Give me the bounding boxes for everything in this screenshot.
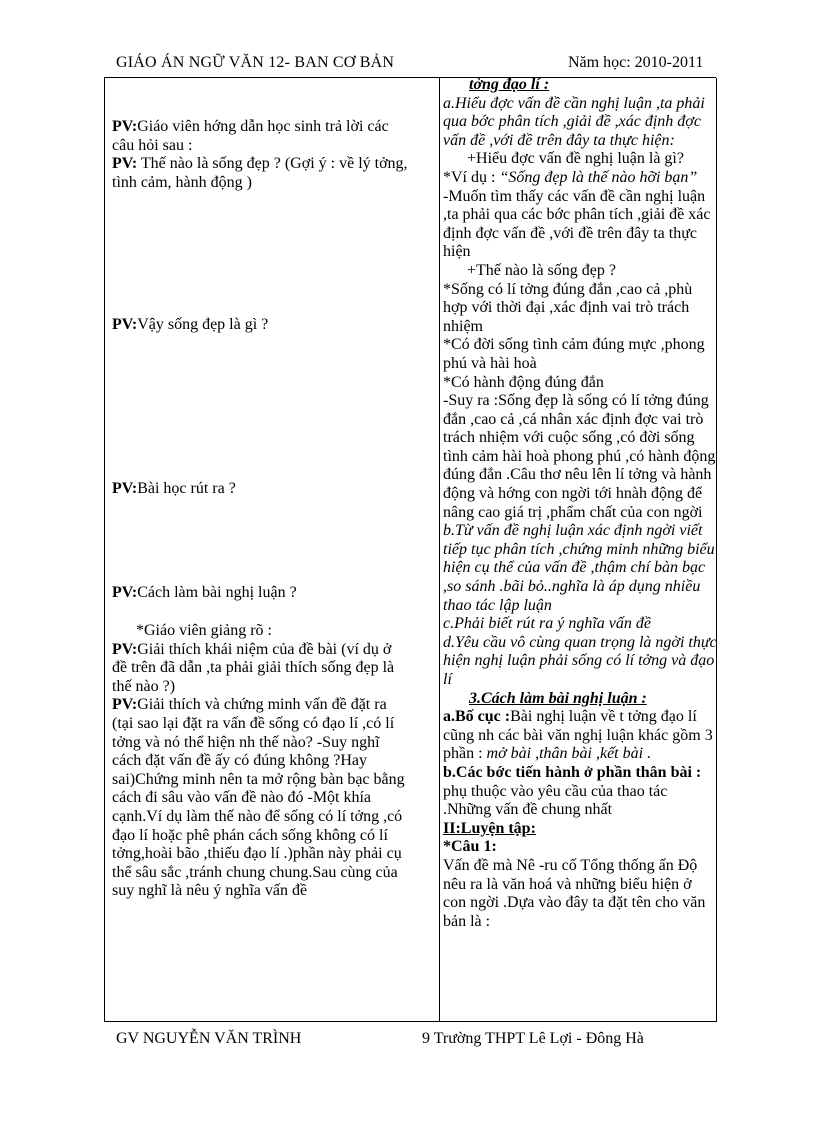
example-prefix: *Ví dụ : <box>443 168 500 186</box>
pv-label: PV: <box>112 480 138 497</box>
pv-label: PV: <box>112 640 138 658</box>
section-c: c.Phải biết rút ra ý nghĩa vấn đề <box>443 615 651 633</box>
left-column <box>112 118 408 192</box>
question-1-text: Vấn đề mà Nê -ru cố Tổng thống ấn Độ nêu ra là văn hoá và những biểu hiện ở con ngời .Dựa vào đây ta đặt tên cho văn bản là : <box>443 856 706 930</box>
right-column <box>443 76 718 931</box>
layout-paragraph <box>443 708 718 764</box>
pv-label: PV: <box>112 696 138 714</box>
pv-label: PV: <box>112 316 138 333</box>
pv-question-2 <box>112 155 408 192</box>
layout-label: a.Bố cục : <box>443 708 511 726</box>
left-pv-3 <box>112 316 408 335</box>
section-b: b.Từ vấn đề nghị luận xác định ngời viết tiếp tục phân tích ,chứng minh những biểu hiện cụ thể của vấn đề ,thậm chí bàn bạc ,so sánh .bãi bỏ..nghĩa là áp dụng nhiều thao tác lập luận <box>443 522 715 614</box>
example-quote: “Sống đẹp là thế nào hỡi bạn” <box>499 168 698 186</box>
pv-text: Cách làm bài nghị luận ? <box>137 584 297 601</box>
question-plus-1: +Hiểu đợc vấn đề nghị luận là gì? <box>467 150 684 168</box>
steps-label: b.Các bớc tiến hành ở phần thân bài : <box>443 763 702 781</box>
page-header-left: GIÁO ÁN NGỮ VĂN 12- BAN CƠ BẢN <box>116 54 395 71</box>
pv-label: PV: <box>112 118 138 135</box>
pv-label: PV: <box>112 584 138 601</box>
table-bottom-border <box>104 1021 716 1022</box>
pv-label: PV: <box>112 155 138 173</box>
layout-text: Bài nghị luận về t tởng đạo lí cũng nh các bài văn nghị luận khác gồm 3 phần : <box>443 708 713 763</box>
pv-text: Giáo viên hớng dẫn học sinh trả lời các câu hỏi sau : <box>112 118 389 154</box>
left-explanation <box>112 622 408 901</box>
layout-parts: mở bài ,thân bài ,kết bài . <box>486 745 652 763</box>
muon-paragraph: -Muốn tìm thấy các vấn đề cần nghị luận ,ta phải qua các bớc phân tích ,giải đề xác định đợc vấn đề ,với đề trên đây ta thực hiện <box>443 187 711 261</box>
table-left-border <box>104 78 105 1022</box>
pv-text: Thế nào là sống đẹp ? (Gợi ý : về lý tởng, tình cảm, hành động ) <box>112 155 408 191</box>
steps-text: phụ thuộc vào yêu cầu của thao tác .Những vấn đề chung nhất <box>443 782 668 819</box>
section-d: d.Yêu cầu vô cùng quan trọng là ngời thực hiện nghị luận phải sống có lí tởng và đạo lí <box>443 633 717 688</box>
pv-text: Giải thích và chứng minh vấn đề đặt ra (tại sao lại đặt ra vấn đề sống có đạo lí ,có lí tởng và nó thể hiện nh thế nào? -Suy nghĩ cách đặt vấn đề ấy có đúng không ?Hay sai)Chứng minh nên ta mở rộng bàn bạc bằng cách đi sâu vào vấn đề nào đó -Một khía cạnh.Ví dụ làm thế nào để sống có lí tởng ,có đạo lí hoặc phê phán cách sống không có lí tởng,hoài bão ,thiếu đạo lí .)phần này phải cụ thể sâu sắc ,tránh chung chung.Sau cùng của suy nghĩ là nêu ý nghĩa vấn đề <box>112 696 405 900</box>
right-top-heading: tởng đạo lí : <box>469 76 550 93</box>
pv-text: Vậy sống đẹp là gì ? <box>137 316 269 333</box>
heading-3: 3.Cách làm bài nghị luận : <box>469 689 647 707</box>
question-plus-2: +Thế nào là sống đẹp ? <box>467 261 616 279</box>
point-3: *Có hành động đúng đắn <box>443 373 604 391</box>
point-1: *Sống có lí tởng đúng đắn ,cao cả ,phù hợp với thời đại ,xác định vai trò trách nhiệm <box>443 280 693 335</box>
pv-question-7 <box>112 696 408 901</box>
pv-question-1 <box>112 118 408 155</box>
section-a: a.Hiểu đợc vấn đề cần nghị luận ,ta phải qua bớc phân tích ,giải đề ,xác định đợc vấn đề ,với đề trên đây ta thực hiện: <box>443 94 705 149</box>
pv-text: Giải thích khái niệm của đề bài (ví dụ ở đề trên đã dẫn ,ta phải giải thích sống đẹp là thế nào ?) <box>112 640 395 695</box>
question-1-heading: *Câu 1: <box>443 838 497 856</box>
point-2: *Có đời sống tình cảm đúng mực ,phong phú và hài hoà <box>443 336 705 372</box>
footer-right: 9 Trường THPT Lê Lợi - Đông Hà <box>422 1030 644 1047</box>
example-line <box>443 169 718 188</box>
footer-left: GV NGUYỄN VĂN TRÌNH <box>116 1030 302 1047</box>
steps-paragraph <box>443 764 718 820</box>
left-pv-5 <box>112 584 408 603</box>
pv-question-6 <box>112 641 408 697</box>
conclusion-paragraph: -Suy ra :Sống đẹp là sống có lí tởng đúng đắn ,cao cả ,cá nhân xác định đợc vai trò trách nhiệm với cuộc sống ,có đời sống tình cảm hài hoà phong phú ,có hành động đúng đắn .Câu thơ nêu lên lí tởng và hành động và hớng con ngời tới hnàh động để nâng cao giá trị ,phẩm chất của con ngời <box>443 392 716 521</box>
left-pv-4 <box>112 480 408 499</box>
pv-text: Bài học rút ra ? <box>137 480 236 497</box>
teacher-note: *Giáo viên giảng rõ : <box>136 622 272 639</box>
page-header-right: Năm học: 2010-2011 <box>568 54 704 71</box>
practice-heading: II:Luyện tập: <box>443 819 536 837</box>
table-column-divider <box>439 78 440 1022</box>
